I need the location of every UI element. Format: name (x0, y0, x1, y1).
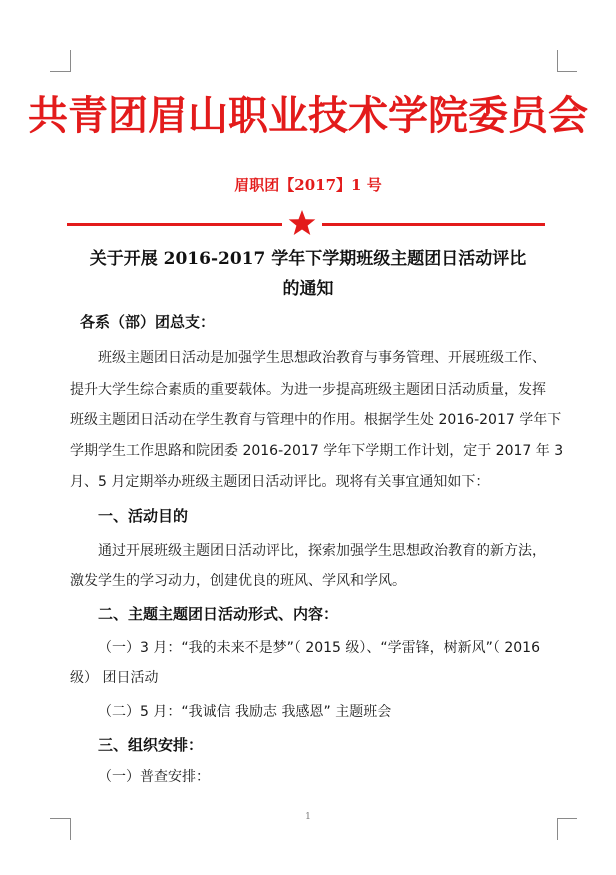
crop-mark (50, 71, 70, 72)
section-heading: 二、主题主题团日活动形式、内容： (98, 605, 339, 623)
crop-mark (70, 50, 71, 72)
star-icon (286, 207, 318, 239)
list-item: （一）普查安排： (98, 769, 210, 785)
intro-paragraph-line: 学期学生工作思路和院团委 2016-2017 学年下学期工作计划，定于 2017 年 3 (70, 443, 564, 459)
intro-paragraph-line: 班级主题团日活动在学生教育与管理中的作用。根据学生处 2016-2017 学年下 (70, 412, 562, 428)
notice-title (70, 244, 546, 304)
section-paragraph-line: 通过开展班级主题团日活动评比，探索加强学生思想政治教育的新方法， (98, 543, 546, 559)
red-rule-left (67, 223, 282, 226)
section-heading: 三、组织安排： (98, 736, 204, 754)
notice-title-line: 关于开展 2016-2017 学年下学期班级主题团日活动评比 (89, 249, 527, 269)
organization-title: 共青团眉山职业技术学院委员会 (28, 92, 588, 139)
notice-title-line: 的通知 (282, 279, 334, 299)
crop-mark (557, 71, 577, 72)
list-item-continuation: 级） 团日活动 (70, 670, 159, 686)
salutation: 各系（部）团总支： (80, 313, 216, 331)
intro-paragraph-line: 提升大学生综合素质的重要载体。为进一步提高班级主题团日活动质量，发挥 (70, 382, 546, 398)
intro-paragraph-line: 月、5 月定期举办班级主题团日活动评比。现将有关事宜通知如下： (70, 474, 490, 490)
list-item: （一）3 月：“我的未来不是梦”（ 2015 级）、“学雷锋，树新风”（ 2016 (98, 640, 540, 656)
page-number: 1 (305, 812, 311, 822)
document-number: 眉职团【2017】1 号 (234, 176, 382, 194)
list-item: （二）5 月：“我诚信 我励志 我感恩” 主题班会 (98, 704, 392, 720)
intro-paragraph-line: 班级主题团日活动是加强学生思想政治教育与事务管理、开展班级工作、 (98, 350, 546, 366)
section-paragraph-line: 激发学生的学习动力，创建优良的班风、学风和学风。 (70, 573, 406, 589)
section-heading: 一、活动目的 (98, 507, 189, 525)
crop-mark (557, 50, 558, 72)
red-rule-right (322, 223, 545, 226)
